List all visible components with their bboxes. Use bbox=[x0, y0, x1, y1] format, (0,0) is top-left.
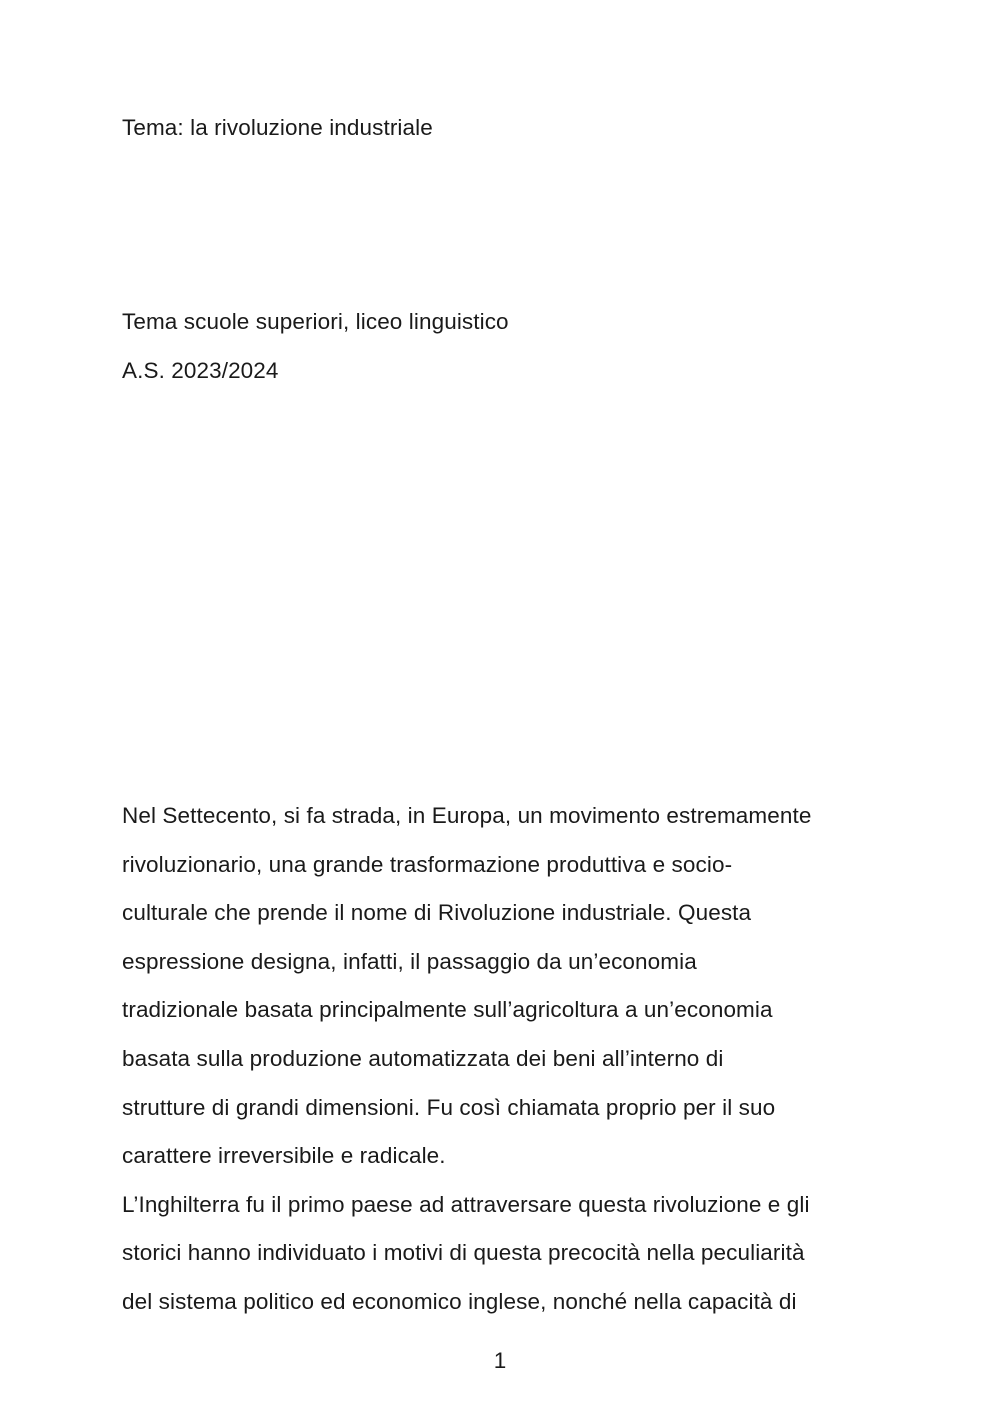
school-year: A.S. 2023/2024 bbox=[122, 358, 279, 383]
body-line: del sistema politico ed economico inglese, nonché nella capacità di bbox=[122, 1288, 797, 1314]
body-line: storici hanno individuato i motivi di questa precocità nella peculiarità bbox=[122, 1240, 805, 1266]
body-line: Nel Settecento, si fa strada, in Europa, un movimento estremamente bbox=[122, 803, 812, 828]
body-line: carattere irreversibile e radicale. bbox=[122, 1143, 446, 1169]
body-line: strutture di grandi dimensioni. Fu così chiamata proprio per il suo bbox=[122, 1094, 776, 1120]
body-line: basata sulla produzione automatizzata dei beni all’interno di bbox=[122, 1045, 724, 1071]
body-line: rivoluzionario, una grande trasformazione produttiva e socio- bbox=[122, 851, 733, 877]
body-line: espressione designa, infatti, il passaggio da un’economia bbox=[122, 948, 697, 974]
document-title: Tema: la rivoluzione industriale bbox=[122, 115, 433, 140]
body-line: culturale che prende il nome di Rivoluzione industriale. Questa bbox=[122, 900, 752, 926]
body-line: L’Inghilterra fu il primo paese ad attraversare questa rivoluzione e gli bbox=[122, 1191, 810, 1217]
page-number: 1 bbox=[493, 1348, 507, 1373]
body-line: tradizionale basata principalmente sull’agricoltura a un’economia bbox=[122, 997, 773, 1023]
body-text bbox=[122, 792, 902, 1327]
document-subtitle: Tema scuole superiori, liceo linguistico bbox=[122, 309, 509, 334]
